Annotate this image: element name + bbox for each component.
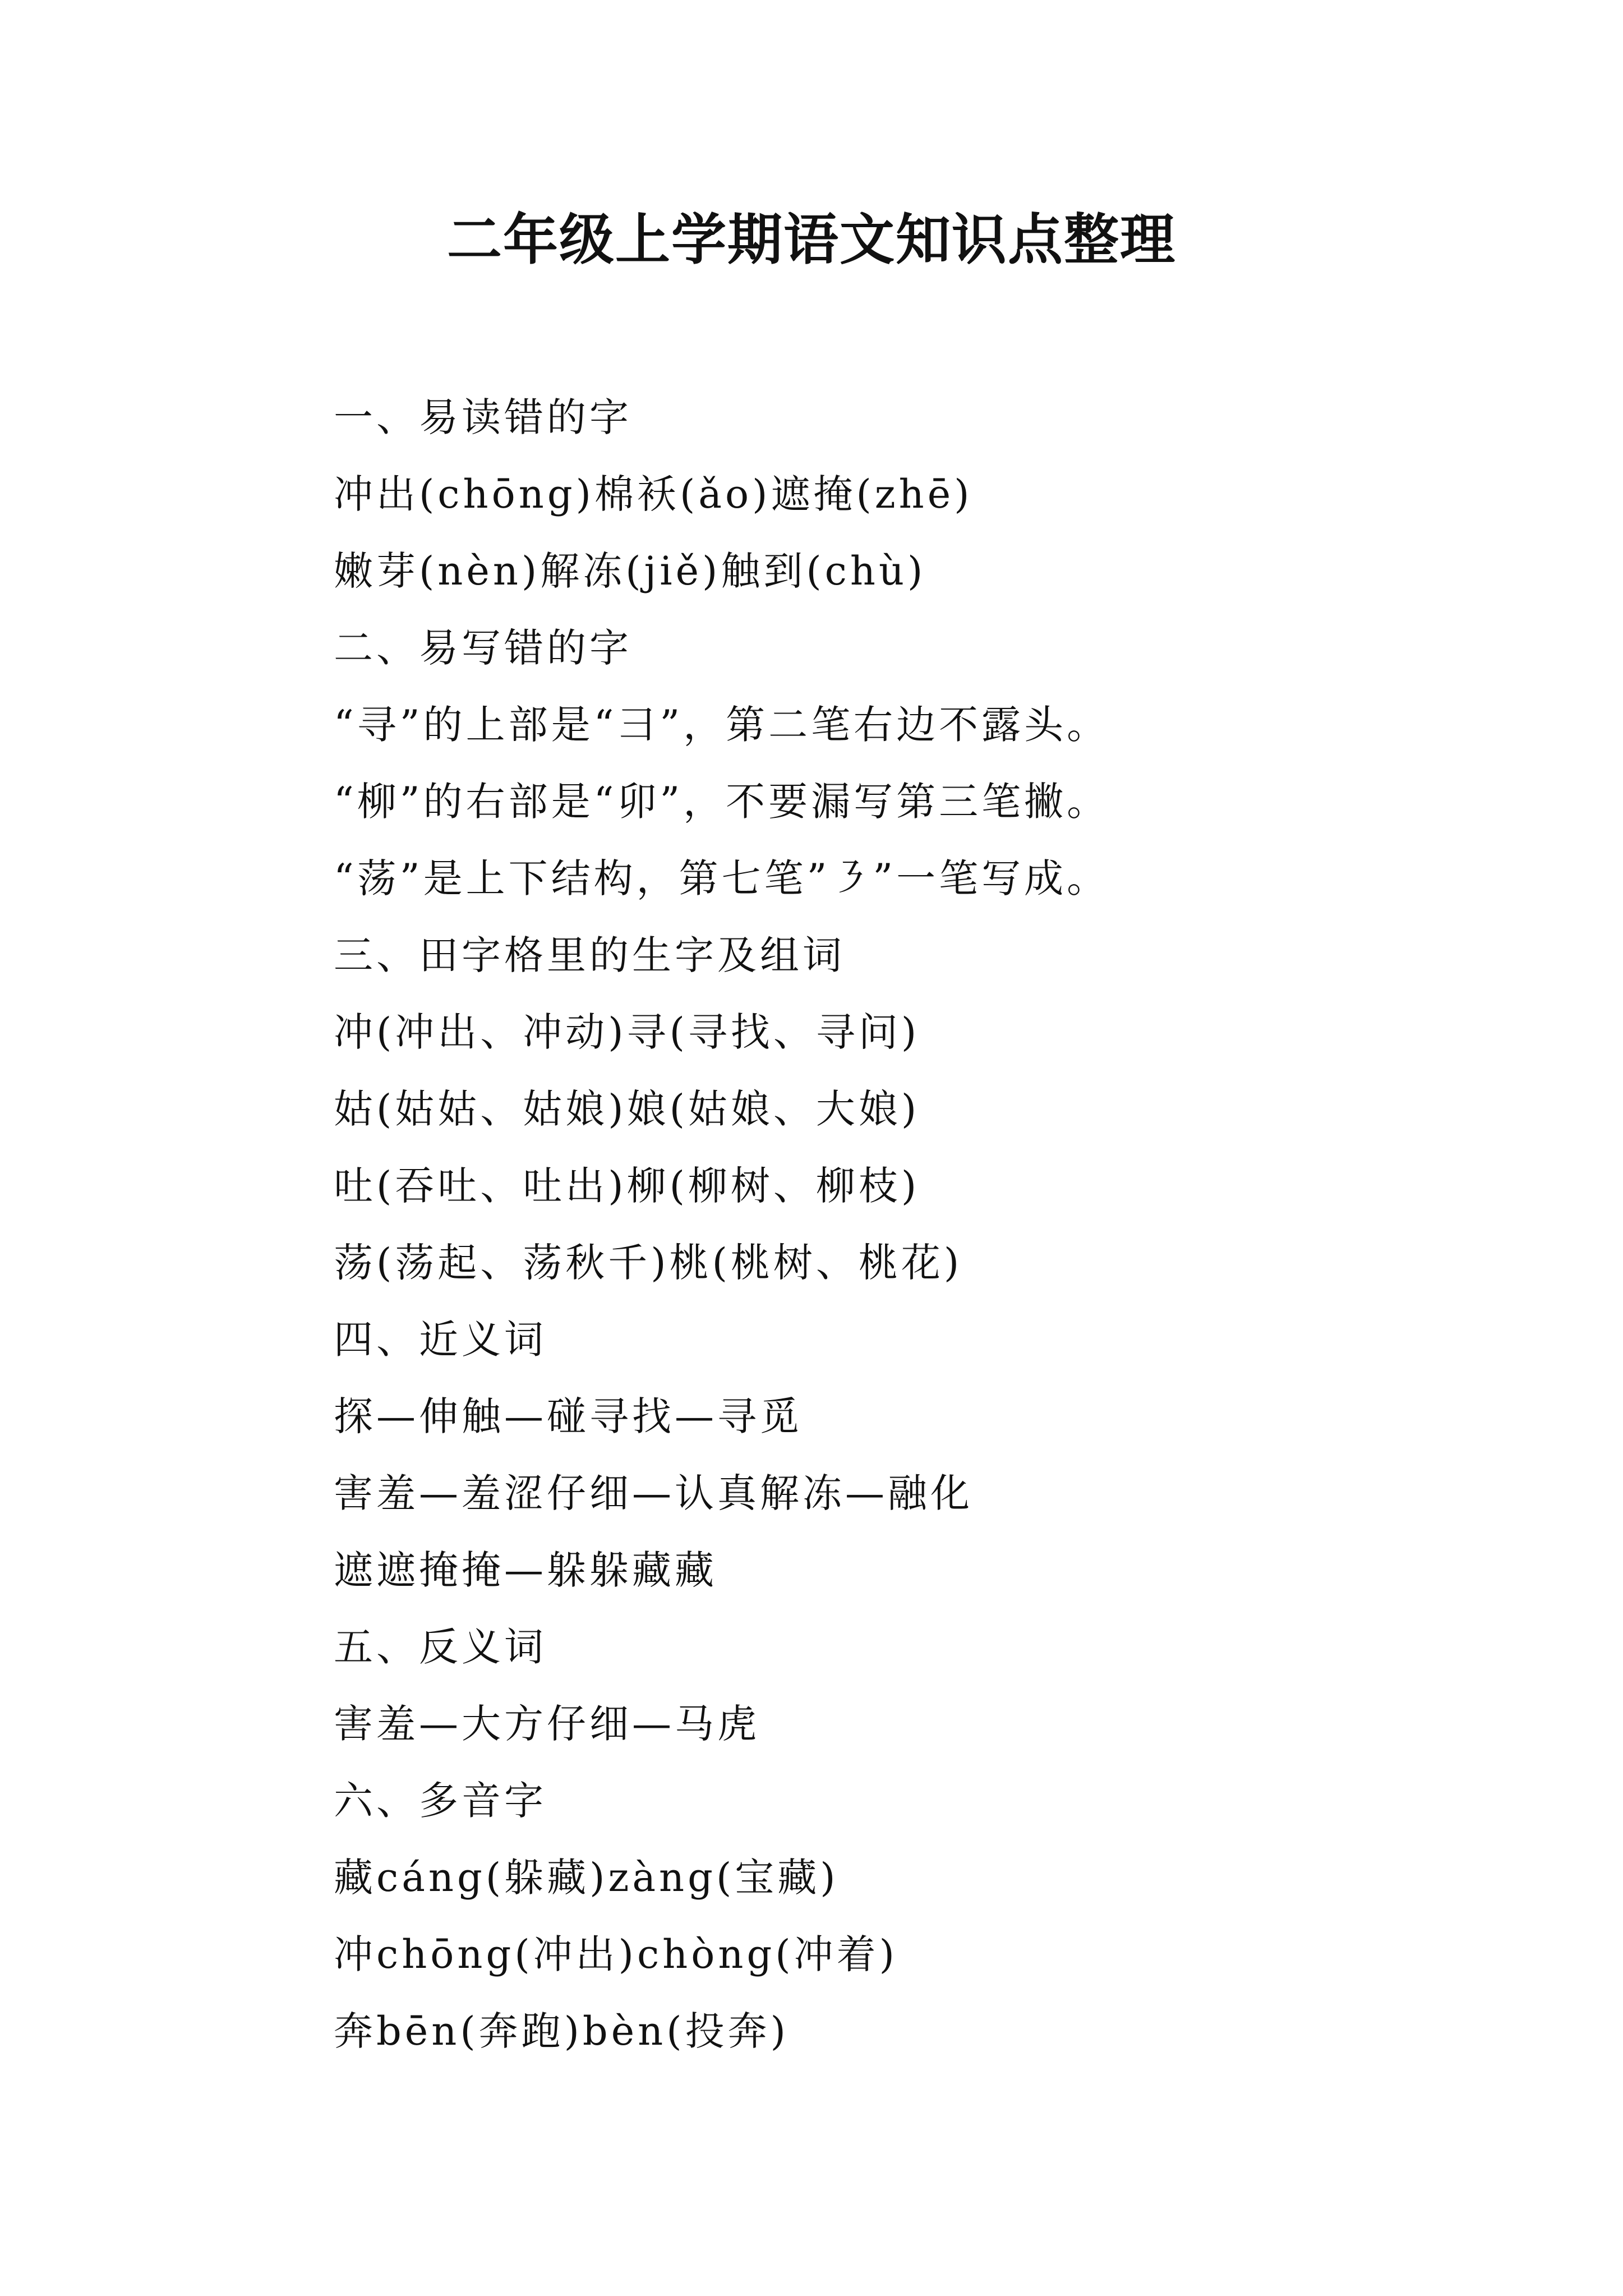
section-heading-miswritten: 二、易写错的字: [334, 625, 632, 671]
section-heading-synonyms: 四、近义词: [334, 1317, 547, 1363]
text-line: 藏cáng(躲藏)zàng(宝藏): [334, 1855, 839, 1901]
section-heading-misread: 一、易读错的字: [334, 394, 632, 440]
text-line: 遮遮掩掩—躲躲藏藏: [334, 1547, 717, 1593]
text-line: 害羞—羞涩仔细—认真解冻—融化: [334, 1470, 973, 1516]
document-body: [334, 379, 1567, 2070]
text-line: 害羞—大方仔细—马虎: [334, 1701, 760, 1747]
section-heading-polyphones: 六、多音字: [334, 1778, 547, 1824]
text-line: 冲chōng(冲出)chòng(冲着): [334, 1931, 898, 1977]
text-line: 荡(荡起、荡秋千)桃(桃树、桃花): [334, 1240, 963, 1286]
text-line: “荡”是上下结构，第七笔”㇋”一笔写成。: [334, 855, 1110, 901]
document-title: 二年级上学期语文知识点整理: [446, 208, 1176, 272]
section-heading-antonyms: 五、反义词: [334, 1624, 547, 1670]
text-line: 嫩芽(nèn)解冻(jiě)触到(chù): [334, 548, 926, 594]
text-line: 冲(冲出、冲动)寻(寻找、寻问): [334, 1009, 920, 1055]
text-line: 奔bēn(奔跑)bèn(投奔): [334, 2008, 789, 2054]
text-line: 冲出(chōng)棉袄(ǎo)遮掩(zhē): [334, 471, 973, 517]
text-line: 姑(姑姑、姑娘)娘(姑娘、大娘): [334, 1086, 920, 1132]
text-line: “柳”的右部是“卯”，不要漏写第三笔撇。: [334, 779, 1110, 825]
text-line: 吐(吞吐、吐出)柳(柳树、柳枝): [334, 1163, 920, 1209]
text-line: “寻”的上部是“彐”，第二笔右边不露头。: [334, 702, 1110, 748]
section-heading-characters: 三、田字格里的生字及组词: [334, 932, 845, 978]
text-line: 探—伸触—碰寻找—寻觅: [334, 1393, 803, 1439]
